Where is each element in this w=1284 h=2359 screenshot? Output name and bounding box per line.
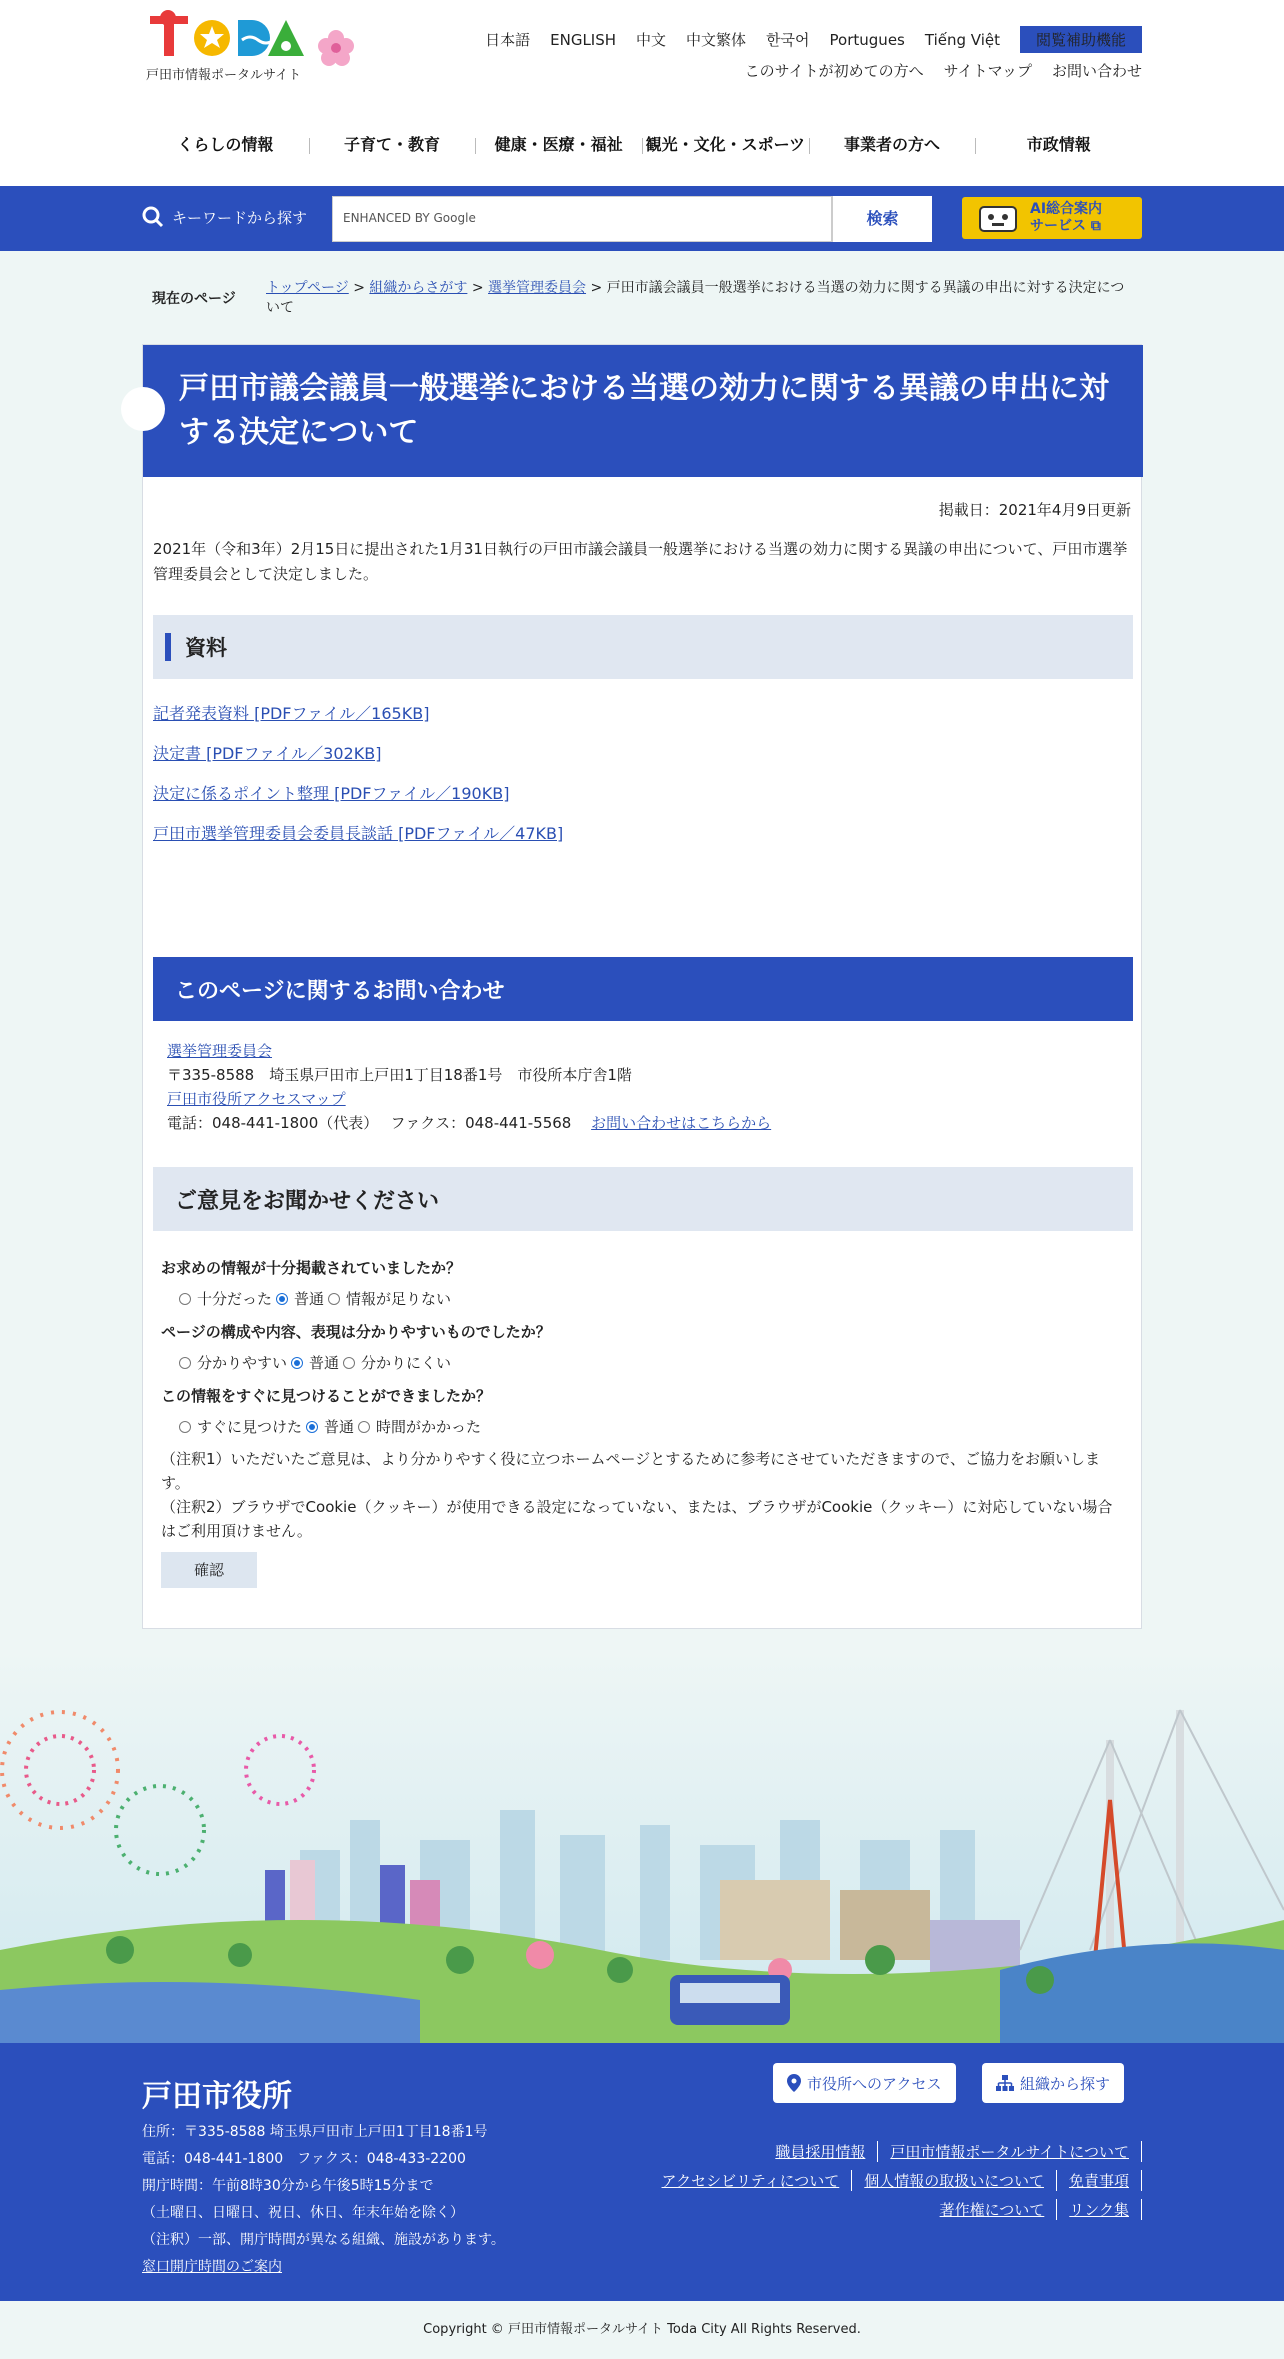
- nav-health[interactable]: 健康・医療・福祉: [475, 120, 642, 170]
- feedback-question-1: お求めの情報が十分掲載されていましたか？: [161, 1259, 462, 1277]
- disclaimer-link[interactable]: 免責事項: [1069, 2170, 1142, 2191]
- footer-links-row2: [662, 2170, 1142, 2191]
- nav-living[interactable]: くらしの情報: [177, 135, 274, 154]
- footer-title: 戸田市役所: [142, 2079, 292, 2114]
- document-link-statement[interactable]: 戸田市選挙管理委員会委員長談話 [PDFファイル／47KB]: [153, 824, 564, 843]
- radio-q2-opt1[interactable]: [179, 1357, 191, 1369]
- contact-address: 〒335-8588 埼玉県戸田市上戸田1丁目18番1号 市役所本庁舎1階: [167, 1066, 632, 1084]
- inquiry-form-link[interactable]: お問い合わせはこちらから: [591, 1114, 772, 1132]
- breadcrumb-trail: トップページ > 組織からさがす > 選挙管理委員会 > 戸田市議会議員一般選挙における当選の効力に関する異議の申出に対する決定について: [266, 280, 1125, 316]
- robot-icon: [976, 203, 1020, 233]
- feedback-options-1: [179, 1288, 451, 1309]
- site-logo[interactable]: [146, 10, 306, 82]
- contact-phone-row: [167, 1111, 1127, 1135]
- contact-dept-link[interactable]: 選挙管理委員会: [167, 1042, 273, 1060]
- feedback-options-2: [179, 1352, 451, 1373]
- feedback-question-3: この情報をすぐに見つけることができましたか？: [161, 1387, 492, 1405]
- external-link-icon: ⧉: [1090, 218, 1101, 234]
- search-input[interactable]: [332, 196, 832, 242]
- page-title: 戸田市議会議員一般選挙における当選の効力に関する異議の申出に対する決定について: [179, 371, 1109, 450]
- window-hours-link[interactable]: 窓口開庁時間のご案内: [142, 2259, 282, 2275]
- about-portal-link[interactable]: 戸田市情報ポータルサイトについて: [890, 2141, 1142, 2162]
- confirm-button[interactable]: 確認: [161, 1552, 257, 1588]
- site-footer: [0, 2043, 1284, 2301]
- org-search-button[interactable]: [982, 2063, 1124, 2103]
- nav-business[interactable]: 事業者の方へ: [809, 120, 976, 170]
- search-label: [142, 206, 307, 228]
- ai-guide-button[interactable]: [962, 197, 1142, 239]
- contact-info: [167, 1039, 1127, 1135]
- search-button[interactable]: 検索: [832, 196, 932, 242]
- lang-english[interactable]: ENGLISH: [550, 30, 617, 49]
- radio-label: 普通: [324, 1418, 355, 1436]
- search-bar: [0, 186, 1284, 251]
- contact-link[interactable]: お問い合わせ: [1051, 62, 1142, 80]
- search-placeholder: ENHANCED BY Google: [343, 211, 476, 225]
- radio-label: 普通: [294, 1290, 325, 1308]
- footer-links-row1: [775, 2141, 1142, 2162]
- lang-portuguese[interactable]: Portugues: [829, 30, 905, 49]
- nav-city-info[interactable]: 市政情報: [975, 120, 1142, 170]
- radio-q1-opt3[interactable]: [328, 1293, 340, 1305]
- heading-bar: [165, 633, 171, 661]
- search-label-text: キーワードから探す: [172, 208, 308, 227]
- title-banner: [143, 345, 1143, 477]
- nav-childcare[interactable]: 子育て・教育: [309, 120, 476, 170]
- footer-phone: 電話：048-441-1800 ファクス：048-433-2200: [142, 2151, 466, 2167]
- footer-closed: （土曜日、日曜日、祝日、休日、年末年始を除く）: [142, 2205, 464, 2221]
- footer-links-row3: [940, 2199, 1142, 2220]
- footer-address: 住所：〒335-8588 埼玉県戸田市上戸田1丁目18番1号: [142, 2124, 488, 2140]
- main-content: [142, 344, 1142, 1629]
- accessibility-link[interactable]: アクセシビリティについて: [662, 2170, 853, 2191]
- intro-text: 2021年（令和3年）2月15日に提出された1月31日執行の戸田市議会議員一般選挙における当選の効力に関する異議の申出について、戸田市選挙管理委員会として決定しました。: [153, 540, 1128, 583]
- ai-guide-line2: [1030, 218, 1102, 235]
- section-title: 資料: [185, 636, 227, 660]
- section-heading-materials: [153, 615, 1133, 679]
- links-page-link[interactable]: リンク集: [1069, 2199, 1142, 2220]
- radio-label: 分かりやすい: [197, 1354, 288, 1372]
- first-time-link[interactable]: このサイトが初めての方へ: [744, 62, 924, 80]
- footer-note: （注釈）一部、開庁時間が異なる組織、施設があります。: [142, 2232, 505, 2248]
- document-link-press-release[interactable]: 記者発表資料 [PDFファイル／165KB]: [153, 704, 430, 723]
- recruitment-link[interactable]: 職員採用情報: [775, 2141, 878, 2162]
- accessibility-assist-button[interactable]: 閲覧補助機能: [1020, 26, 1142, 53]
- radio-label: 分かりにくい: [361, 1354, 452, 1372]
- breadcrumb-current: 戸田市議会議員一般選挙における当選の効力に関する異議の申出に対する決定について: [266, 280, 1125, 316]
- feedback-note-2: （注釈2）ブラウザでCookie（クッキー）が使用できる設定になっていない、または、ブラウザがCookie（クッキー）に対応していない場合はご利用頂けません。: [161, 1498, 1113, 1540]
- radio-q3-opt2[interactable]: [306, 1421, 318, 1433]
- sitemap-link[interactable]: サイトマップ: [943, 62, 1032, 80]
- search-icon: [142, 206, 164, 228]
- city-illustration: [0, 1650, 1284, 2044]
- access-button-label: 市役所へのアクセス: [807, 2074, 942, 2093]
- ai-guide-label: [1030, 201, 1102, 235]
- lang-chinese[interactable]: 中文: [636, 31, 667, 49]
- radio-label: 情報が足りない: [346, 1290, 452, 1308]
- feedback-question-2: ページの構成や内容、表現は分かりやすいものでしたか？: [161, 1323, 551, 1341]
- contact-phone: 電話：048-441-1800（代表） ファクス：048-441-5568: [167, 1114, 572, 1132]
- radio-q2-opt2[interactable]: [291, 1357, 303, 1369]
- ai-guide-line2-text: サービス: [1030, 218, 1086, 234]
- access-map-link[interactable]: 戸田市役所アクセスマップ: [167, 1090, 346, 1108]
- ai-guide-line1: AI総合案内: [1030, 201, 1103, 217]
- radio-q3-opt3[interactable]: [358, 1421, 370, 1433]
- publish-date: 掲載日：2021年4月9日更新: [938, 501, 1131, 519]
- lang-japanese[interactable]: 日本語: [485, 31, 531, 49]
- toda-logo-icon: [146, 10, 306, 62]
- nav-tourism[interactable]: 観光・文化・スポーツ: [642, 120, 809, 170]
- site-header: [0, 0, 1284, 186]
- feedback-heading: ご意見をお聞かせください: [153, 1167, 1133, 1231]
- header-sublinks: [745, 60, 1142, 81]
- breadcrumb-top[interactable]: トップページ: [266, 280, 349, 296]
- radio-label: すぐに見つけた: [197, 1418, 303, 1436]
- org-search-label: 組織から探す: [1020, 2074, 1111, 2093]
- lang-vietnamese[interactable]: Tiếng Việt: [924, 30, 1000, 49]
- document-link-points[interactable]: 決定に係るポイント整理 [PDFファイル／190KB]: [153, 784, 510, 803]
- footer-hours: 開庁時間：午前8時30分から午後5時15分まで: [142, 2178, 434, 2194]
- copyright-link[interactable]: 著作権について: [940, 2199, 1058, 2220]
- radio-q3-opt1[interactable]: [179, 1421, 191, 1433]
- logo-text: 戸田市情報ポータルサイト: [146, 68, 302, 83]
- radio-label: 普通: [309, 1354, 340, 1372]
- flower-icon: [316, 28, 356, 68]
- language-links: [485, 26, 1142, 53]
- feedback-note-1: （注釈1）いただいたご意見は、より分かりやすく役に立つホームページとするために参考にさせていただきますので、ご協力をお願いします。: [161, 1450, 1100, 1492]
- copyright: Copyright © 戸田市情報ポータルサイト Toda City All Rights Reserved.: [423, 2322, 861, 2337]
- feedback-options-3: [179, 1416, 481, 1437]
- contact-heading: このページに関するお問い合わせ: [153, 957, 1133, 1021]
- privacy-link[interactable]: 個人情報の取扱いについて: [864, 2170, 1057, 2191]
- lang-chinese-traditional[interactable]: 中文繁体: [686, 31, 747, 49]
- feedback-notes: [161, 1447, 1121, 1543]
- org-chart-icon: [996, 2075, 1014, 2091]
- breadcrumb-organization[interactable]: 組織からさがす: [369, 280, 468, 296]
- radio-q1-opt1[interactable]: [179, 1293, 191, 1305]
- radio-q1-opt2[interactable]: [276, 1293, 288, 1305]
- map-pin-icon: [787, 2074, 801, 2092]
- global-nav: [142, 120, 1142, 170]
- access-button[interactable]: [773, 2063, 956, 2103]
- lang-korean[interactable]: 한국어: [766, 31, 810, 49]
- footer-info: [142, 2119, 505, 2281]
- cityscape-image: [0, 1650, 1284, 2044]
- breadcrumb-label: 現在のページ: [152, 291, 236, 307]
- breadcrumb-election-committee[interactable]: 選挙管理委員会: [488, 280, 587, 296]
- radio-label: 時間がかかった: [376, 1418, 482, 1436]
- document-link-decision[interactable]: 決定書 [PDFファイル／302KB]: [153, 744, 382, 763]
- radio-q2-opt3[interactable]: [343, 1357, 355, 1369]
- radio-label: 十分だった: [197, 1290, 273, 1308]
- title-decoration: [121, 387, 165, 431]
